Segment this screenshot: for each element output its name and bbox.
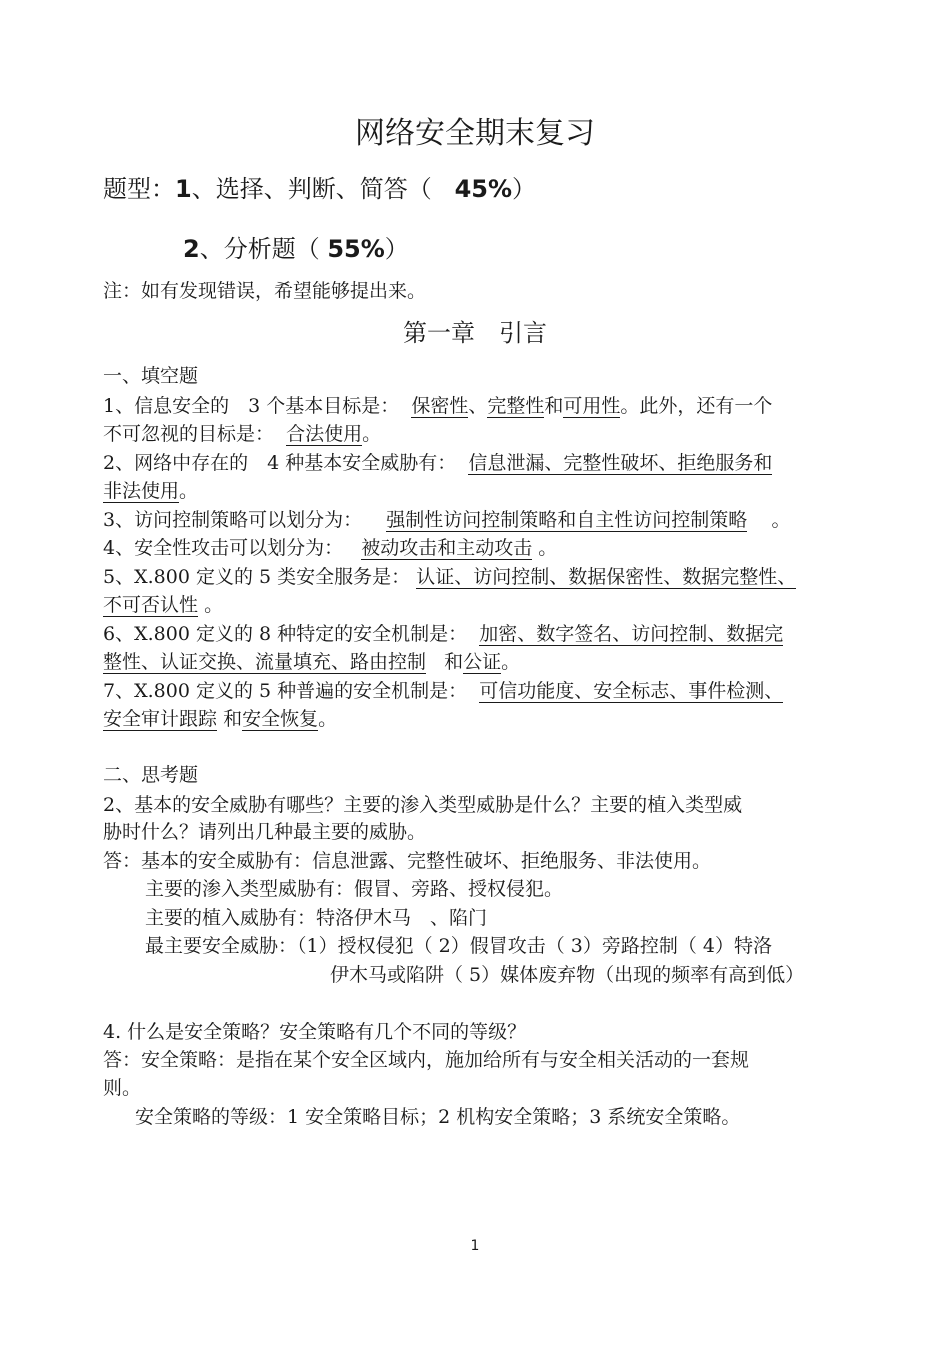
q6-answer2: 整性、认证交换、流量填充、路由控制	[103, 651, 427, 673]
section2-heading: 二、思考题	[103, 764, 199, 786]
s2-q4-answer2: 则。	[103, 1077, 142, 1099]
s2-q4-line1: 4. 什么是安全策略？安全策略有几个不同的等级？	[103, 1021, 527, 1043]
section1-heading: 一、填空题	[103, 365, 199, 387]
q6-answer3: 公证	[463, 651, 502, 673]
q6-line2	[103, 649, 520, 675]
q5-end: 。	[204, 594, 224, 616]
q4-end: 。	[538, 537, 558, 559]
q1-sep2: 和	[544, 395, 564, 417]
s2-q2-answer1: 答：基本的安全威胁有：信息泄露、完整性破坏、拒绝服务、非法使用。	[103, 850, 712, 872]
q1-answer1: 保密性	[411, 395, 469, 417]
q6-prompt: 6、X.800 定义的 8 种特定的安全机制是：	[103, 623, 468, 645]
q2-line2	[103, 478, 198, 504]
type2-text: 、分析题（	[199, 235, 320, 263]
q7-prompt: 7、X.800 定义的 5 种普遍的安全机制是：	[103, 680, 468, 702]
type2-close: ）	[384, 235, 409, 263]
type2-number: 2	[183, 235, 200, 263]
q5-line1	[103, 564, 796, 590]
type2-percent: 55%	[327, 235, 385, 263]
q2-answer1: 信息泄漏、完整性破坏、拒绝服务和	[468, 452, 773, 474]
q3-answer: 强制性访问控制策略和自主性访问控制策略	[386, 509, 748, 531]
s2-q2-answer2: 主要的渗入类型威胁有：假冒、旁路、授权侵犯。	[145, 878, 564, 900]
q1-answer2: 完整性	[487, 395, 545, 417]
question-types-label: 题型：	[103, 175, 175, 203]
note: 注：如有发现错误，希望能够提出来。	[103, 280, 427, 302]
q3-prompt: 3、访问控制策略可以划分为：	[103, 509, 363, 531]
s2-q2-answer4: 最主要安全威胁：（1）授权侵犯（ 2）假冒攻击（ 3）旁路控制（ 4）特洛	[145, 935, 772, 957]
s2-q2-line1: 2、基本的安全威胁有哪些？主要的渗入类型威胁是什么？主要的植入类型威	[103, 794, 743, 816]
question-types-line1	[103, 172, 536, 206]
s2-q2-line2: 胁时什么？请列出几种最主要的威胁。	[103, 821, 427, 843]
s2-q4-answer1: 答：安全策略：是指在某个安全区域内，施加给所有与安全相关活动的一套规	[103, 1049, 750, 1071]
q2-prompt: 2、网络中存在的 4 种基本安全威胁有：	[103, 452, 457, 474]
q1-sep1: 、	[468, 395, 488, 417]
s2-q4-answer3: 安全策略的等级：1 安全策略目标；2 机构安全策略；3 系统安全策略。	[135, 1106, 741, 1128]
q1-answer3: 可用性	[563, 395, 621, 417]
q5-answer1: 认证、访问控制、数据保密性、数据完整性、	[416, 566, 797, 588]
q3-end: 。	[771, 509, 791, 531]
q6-answer1: 加密、数字签名、访问控制、数据完	[479, 623, 784, 645]
q1-line2	[103, 421, 381, 447]
type1-percent: 45%	[454, 175, 513, 203]
type1-close: ）	[512, 175, 537, 203]
s2-q2-answer3: 主要的植入威胁有：特洛伊木马 、陷门	[145, 907, 488, 929]
q5-prompt: 5、X.800 定义的 5 类安全服务是：	[103, 566, 411, 588]
q2-end: 。	[179, 480, 199, 502]
q1-prompt: 1、信息安全的 3 个基本目标是：	[103, 395, 400, 417]
q4-prompt: 4、安全性攻击可以划分为：	[103, 537, 344, 559]
q4-line	[103, 535, 557, 561]
q1-tail: 。此外，还有一个	[620, 395, 773, 417]
q2-line1	[103, 450, 772, 476]
q7-answer3: 安全恢复	[242, 708, 319, 730]
chapter-heading: 第一章 引言	[403, 319, 547, 347]
document-title: 网络安全期末复习	[355, 116, 595, 151]
question-types-line2	[183, 232, 409, 266]
q6-line1	[103, 621, 783, 647]
s2-q2-answer5: 伊木马或陷阱（ 5）媒体废弃物（出现的频率有高到低）	[330, 964, 805, 986]
q7-line2	[103, 706, 337, 732]
q1-answer4: 合法使用	[286, 423, 363, 445]
q7-answer1: 可信功能度、安全标志、事件检测、	[479, 680, 784, 702]
q6-sep: 和	[444, 651, 464, 673]
q1-prompt2: 不可忽视的目标是：	[103, 423, 275, 445]
q5-answer2: 不可否认性	[103, 594, 199, 616]
q1-end: 。	[362, 423, 382, 445]
q7-line1	[103, 678, 783, 704]
type1-text: 、选择、判断、简答（	[191, 175, 432, 203]
q4-answer: 被动攻击和主动攻击	[361, 537, 533, 559]
page-number: 1	[470, 1238, 480, 1254]
q3-line	[103, 507, 790, 533]
type1-number: 1	[175, 175, 192, 203]
q6-end: 。	[501, 651, 521, 673]
q7-sep: 和	[223, 708, 243, 730]
q5-line2	[103, 592, 223, 618]
q2-answer2: 非法使用	[103, 480, 180, 502]
q7-end: 。	[318, 708, 338, 730]
q7-answer2: 安全审计跟踪	[103, 708, 218, 730]
q1-line1	[103, 393, 772, 419]
